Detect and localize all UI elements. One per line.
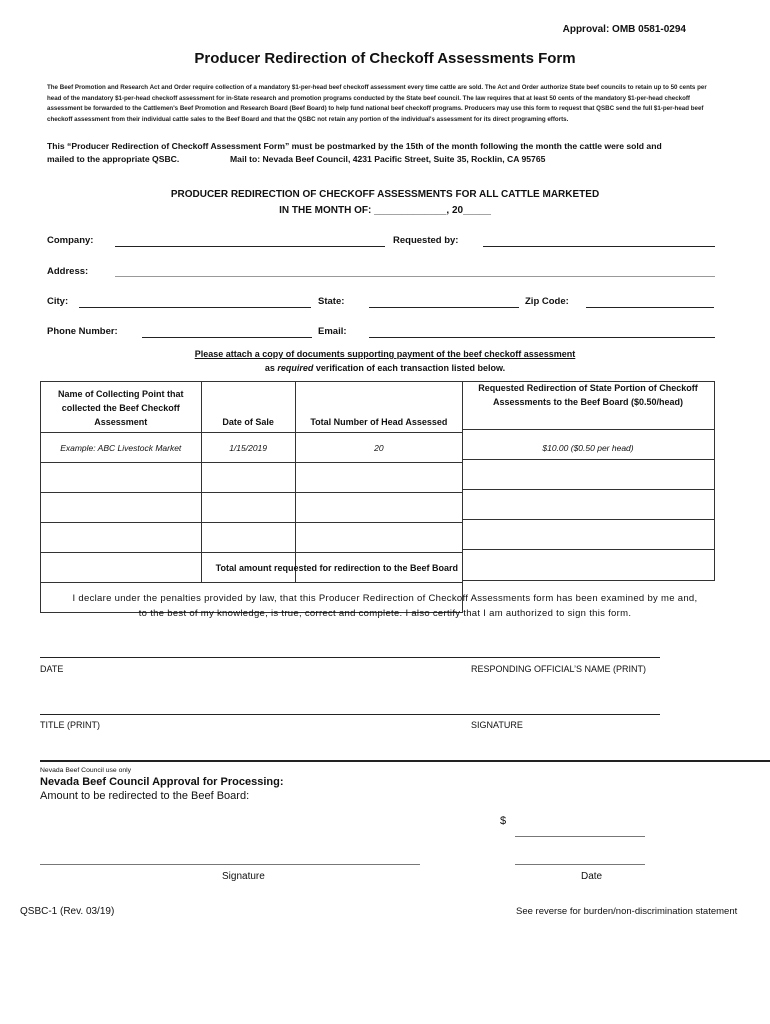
council-signature-line[interactable] [40,864,420,865]
company-field[interactable] [115,246,385,247]
total-head-cell[interactable] [295,523,462,553]
header-collecting-point: Name of Collecting Point that collected the Beef Checkoff Assessment [41,382,202,433]
example-collecting-point: Example: ABC Livestock Market [41,433,202,463]
date-of-sale-cell[interactable] [201,523,295,553]
date-of-sale-cell[interactable] [201,493,295,523]
redirection-row-line [462,549,714,550]
total-head-cell[interactable] [295,493,462,523]
company-label: Company: [47,235,94,246]
header-requested-redirection: Requested Redirection of State Portion of Checkoff Assessments to the Beef Board ($0.50/head) [478,383,698,407]
table-row [41,463,463,493]
title-caption: TITLE (PRINT) [40,720,100,730]
section-heading: PRODUCER REDIRECTION OF CHECKOFF ASSESSMENTS FOR ALL CATTLE MARKETED [170,189,600,200]
phone-number-field[interactable] [142,337,312,338]
signature-caption: SIGNATURE [471,720,523,730]
header-total-head: Total Number of Head Assessed [295,382,462,433]
date-official-name-line[interactable] [40,657,660,658]
council-date-line[interactable] [515,864,645,865]
address-field[interactable] [115,276,715,277]
instructions-line-1: This “Producer Redirection of Checkoff Assessment Form” must be postmarked by the 15th of the month following the month the cattle were sold and [47,141,662,151]
council-date-caption: Date [581,871,603,882]
intro-paragraph: The Beef Promotion and Research Act and Order require collection of a mandatory $1-per-head beef checkoff assessment every time cattle are sold. The Act and Order authorize State beef councils to retain up to 50 cents per head of the mandatory $1-per-head checkoff assessment for in-State research and promotion programs conducted by the State beef council. The law requires that at least 50 cents of the mandatory $1-per-head checkoff assessment be forwarded to the Cattlemen's Beef Promotion and Research Board (Beef Board) to help fund national beef checkoff programs. Producers may use this form to request that QSBC send the full $1-per-head beef checkoff assessment from their individual cattle sales to the Beef Board and that the QSBC not retain any portion of the individual's assessment for its direct programing efforts. [47,84,707,123]
total-amount-label: Total amount requested for redirection to the Beef Board [215,563,458,573]
instructions-line-2: mailed to the appropriate QSBC. [47,154,180,164]
header-date-of-sale: Date of Sale [201,382,295,433]
council-approval-heading: Nevada Beef Council Approval for Processing: [40,776,284,788]
form-id: QSBC-1 (Rev. 03/19) [20,906,115,917]
table-row-example [41,433,463,463]
council-signature-caption: Signature [222,871,265,882]
collecting-point-cell[interactable] [41,523,202,553]
table-row [41,493,463,523]
transactions-table [40,381,463,613]
official-name-caption: RESPONDING OFFICIAL’S NAME (PRINT) [471,664,647,674]
declaration-line-1: I declare under the penalties provided by law, that this Producer Redirection of Checkoff Assessments form has been examined by me and, [72,593,698,604]
date-of-sale-cell[interactable] [201,463,295,493]
form-title: Producer Redirection of Checkoff Assessments Form [194,50,576,67]
requested-by-field[interactable] [483,246,715,247]
zip-code-field[interactable] [586,307,714,308]
table-row [41,523,463,553]
omb-approval-number: Approval: OMB 0581-0294 [562,24,686,35]
email-field[interactable] [369,337,715,338]
mail-to-address: Mail to: Nevada Beef Council, 4231 Pacific Street, Suite 35, Rocklin, CA 95765 [230,154,546,164]
redirection-column [462,381,715,581]
address-label: Address: [47,266,89,277]
total-head-cell[interactable] [295,463,462,493]
requested-by-label: Requested by: [393,235,459,246]
zip-code-label: Zip Code: [525,296,569,307]
month-of-heading: IN THE MONTH OF: _____________, 20_____ [279,205,491,216]
dollar-sign: $ [500,815,507,827]
amount-field[interactable] [515,836,645,837]
see-reverse-note: See reverse for burden/non-discrimination statement [516,906,738,917]
example-requested-redirection: $10.00 ($0.50 per head) [542,443,634,453]
verification-note: as required verification of each transaction listed below. [264,363,506,373]
email-label: Email: [318,326,347,337]
title-signature-line[interactable] [40,714,660,715]
attach-documents-note: Please attach a copy of documents supporting payment of the beef checkoff assessment [194,349,576,359]
city-label: City: [47,296,69,307]
collecting-point-cell[interactable] [41,463,202,493]
example-date-of-sale: 1/15/2019 [201,433,295,463]
example-total-head: 20 [295,433,462,463]
city-field[interactable] [79,307,311,308]
redirection-row-line [462,489,714,490]
collecting-point-cell[interactable] [41,493,202,523]
table-header-row [41,382,463,433]
redirection-row-line [462,459,714,460]
council-use-only-note: Nevada Beef Council use only [40,767,132,774]
state-label: State: [318,296,345,307]
state-field[interactable] [369,307,519,308]
amount-to-redirect-label: Amount to be redirected to the Beef Board: [40,790,250,802]
redirection-column-divider [462,429,714,430]
phone-number-label: Phone Number: [47,326,118,337]
redirection-row-line [462,519,714,520]
declaration-line-2: to the best of my knowledge, is true, correct and complete. I also certify that I am authorized to sign this form. [138,608,632,619]
section-divider [40,760,770,762]
date-caption: DATE [40,664,64,674]
